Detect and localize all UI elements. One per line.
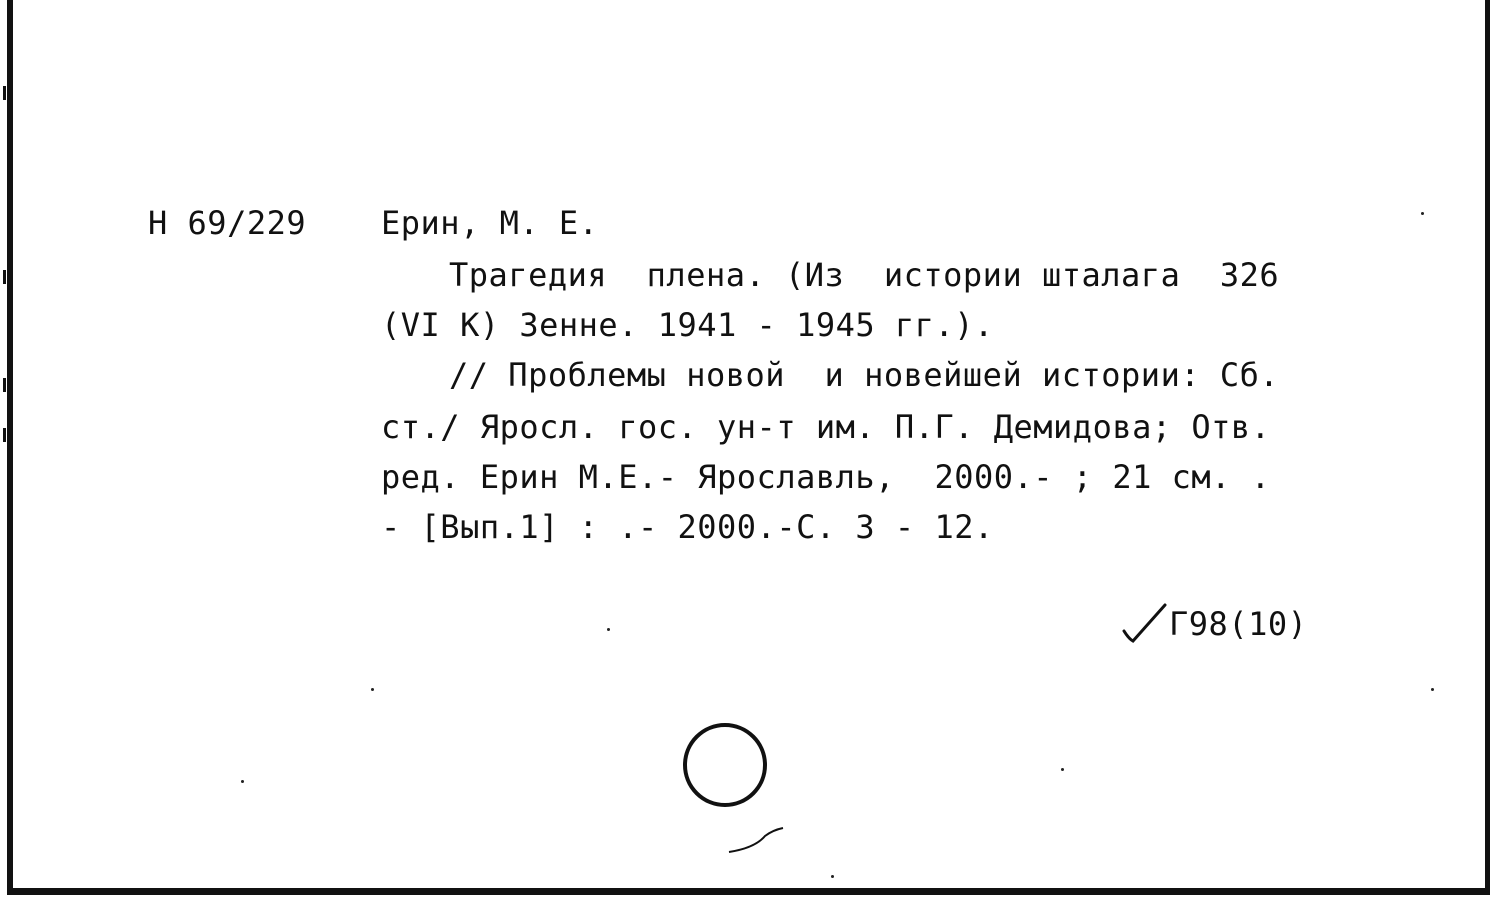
ink-stroke	[725, 822, 785, 858]
pages-line: - [Вып.1] : .- 2000.-С. 3 - 12.	[381, 508, 994, 546]
edge-tick	[3, 428, 6, 442]
speck	[1421, 212, 1424, 215]
speck	[1431, 688, 1434, 691]
publication-line: ред. Ерин М.Е.- Ярославль, 2000.- ; 21 см. .	[381, 458, 1271, 496]
catalog-card	[7, 0, 1490, 895]
checkmark-icon	[1121, 603, 1167, 643]
title-line-continued: (VI K) Зенне. 1941 - 1945 гг.).	[381, 306, 994, 344]
shelfmark: Н 69/229	[148, 204, 307, 242]
speck	[831, 875, 834, 878]
speck	[241, 780, 244, 783]
edge-tick	[3, 86, 6, 100]
author-heading: Ерин, М. Е.	[381, 204, 599, 242]
edge-tick	[3, 378, 6, 392]
classification-code: Г98(10)	[1169, 605, 1308, 643]
speck	[1061, 768, 1064, 771]
edge-tick	[3, 270, 6, 284]
source-line: // Проблемы новой и новейшей истории: Сб.	[449, 356, 1280, 394]
source-line-continued: ст./ Яросл. гос. ун-т им. П.Г. Демидова; Отв.	[381, 408, 1271, 446]
punch-hole	[683, 723, 767, 807]
title-line: Трагедия плена. (Из истории шталага 326	[449, 256, 1280, 294]
classification-mark	[1121, 603, 1307, 643]
speck	[607, 628, 610, 631]
speck	[371, 688, 374, 691]
